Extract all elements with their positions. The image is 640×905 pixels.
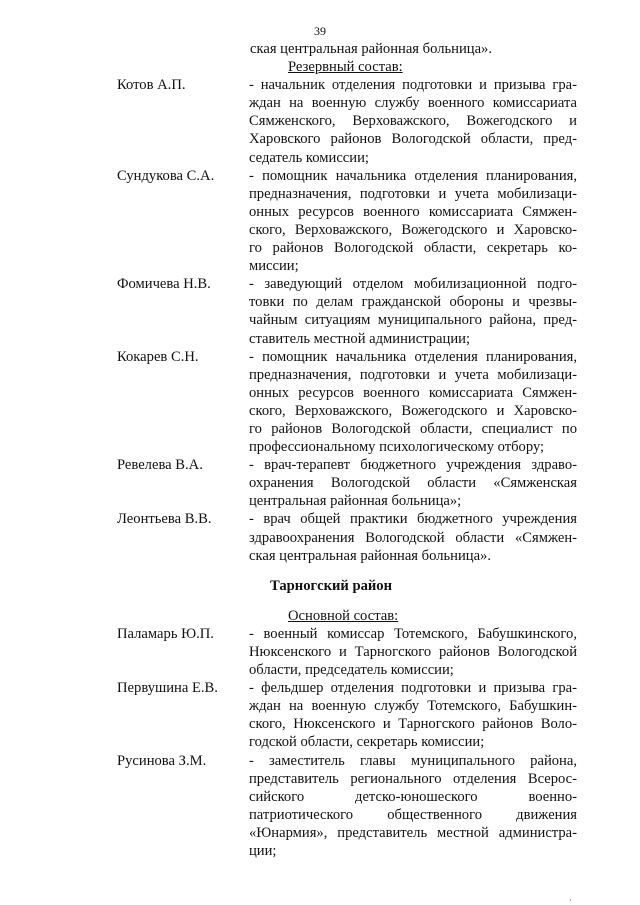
main-members-list xyxy=(0,625,640,860)
role-line: - заместитель главы муниципального района, xyxy=(249,752,577,769)
member-role xyxy=(249,679,577,751)
role-line: чайным ситуациям муниципального района, пред- xyxy=(249,312,577,329)
role-line: «Юнармия», представитель местной администра- xyxy=(249,824,577,841)
member-role xyxy=(249,167,577,276)
role-line: ская центральная районная больница». xyxy=(249,547,491,564)
member-name: Ревелева В.А. xyxy=(117,457,203,474)
member-name: Паламарь Ю.П. xyxy=(117,625,214,642)
corner-mark: · xyxy=(569,896,572,905)
member-role xyxy=(249,456,577,510)
member-entry xyxy=(0,510,640,564)
member-entry xyxy=(0,167,640,276)
member-entry xyxy=(0,752,640,861)
district-title: Тарногский район xyxy=(270,577,392,594)
role-line: седатель комиссии; xyxy=(249,149,369,166)
member-role xyxy=(249,752,577,861)
member-name: Котов А.П. xyxy=(117,77,186,94)
member-entry xyxy=(0,275,640,347)
role-line: товки по делам гражданской обороны и чрезвы- xyxy=(249,294,577,311)
role-line: здравоохранения Вологодской области «Сямжен- xyxy=(249,529,577,546)
role-line: профессиональному психологическому отбору; xyxy=(249,439,545,456)
role-line: - помощник начальника отделения планирования, xyxy=(249,348,577,365)
member-entry xyxy=(0,456,640,510)
role-line: - начальник отделения подготовки и призыва гра- xyxy=(249,77,577,94)
page-number: 39 xyxy=(314,24,326,38)
role-line: ского, Верховажского, Вожегодского и Харовско- xyxy=(249,402,577,419)
member-role xyxy=(249,510,577,564)
role-line: Харовского районов Вологодской области, пред- xyxy=(249,131,577,148)
role-line: миссии; xyxy=(249,258,299,275)
role-line: - заведующий отделом мобилизационной подго- xyxy=(249,276,577,293)
role-line: патриотического общественного движения xyxy=(249,806,577,823)
member-entry xyxy=(0,348,640,457)
member-name: Сундукова С.А. xyxy=(117,167,215,184)
role-line: ставитель местной администрации; xyxy=(249,330,471,347)
role-line: ждан на военную службу военного комиссариата xyxy=(249,95,577,112)
role-line: го районов Вологодской области, специалист по xyxy=(249,420,577,437)
role-line: Сямженского, Верховажского, Вожегодского и xyxy=(249,113,577,130)
member-name: Русинова З.М. xyxy=(117,752,207,769)
role-line: онных ресурсов военного комиссариата Сямжен- xyxy=(249,384,577,401)
member-role xyxy=(249,348,577,457)
role-line: годской области, секретарь комиссии; xyxy=(249,734,485,751)
member-role xyxy=(249,76,577,166)
role-line: предназначения, подготовки и учета мобилизаци- xyxy=(249,366,577,383)
continuation-text: ская центральная районная больница». xyxy=(250,41,492,57)
role-line: сийского детско-юношеского военно- xyxy=(249,788,577,805)
role-line: области, председатель комиссии; xyxy=(249,662,454,679)
role-line: - помощник начальника отделения планирования, xyxy=(249,167,577,184)
role-line: ции; xyxy=(249,843,277,860)
role-line: представитель регионального отделения Всерос- xyxy=(249,770,577,787)
member-role xyxy=(249,275,577,347)
document-body xyxy=(0,40,640,860)
member-name: Первушина Е.В. xyxy=(117,680,218,697)
role-line: - военный комиссар Тотемского, Бабушкинского, xyxy=(249,625,577,642)
role-line: Нюксенского и Тарногского районов Вологодской xyxy=(249,644,577,660)
member-entry xyxy=(0,679,640,751)
member-entry xyxy=(0,625,640,679)
role-line: ского, Нюксенского и Тарногского районов Воло- xyxy=(249,716,577,733)
member-role xyxy=(249,625,577,679)
role-line: предназначения, подготовки и учета мобилизаци- xyxy=(249,185,577,202)
role-line: ждан на военную службу Тотемского, Бабушкин- xyxy=(249,698,577,715)
role-line: - врач общей практики бюджетного учреждения xyxy=(249,511,577,528)
role-line: онных ресурсов военного комиссариата Сямжен- xyxy=(249,203,577,220)
role-line: - врач-терапевт бюджетного учреждения здраво- xyxy=(249,457,577,474)
role-line: - фельдшер отделения подготовки и призыва гра- xyxy=(249,680,577,697)
main-heading: Основной состав: xyxy=(288,607,399,624)
role-line: охранения Вологодской области «Сямженская xyxy=(249,475,577,492)
role-line: го районов Вологодской области, секретарь ко- xyxy=(249,240,577,257)
member-name: Кокарев С.Н. xyxy=(117,348,199,365)
member-entry xyxy=(0,76,640,166)
member-name: Леонтьева В.В. xyxy=(117,511,212,528)
member-name: Фомичева Н.В. xyxy=(117,276,211,293)
role-line: центральная районная больница»; xyxy=(249,493,462,510)
reserve-members-list xyxy=(0,76,640,565)
reserve-heading: Резервный состав: xyxy=(288,59,403,76)
role-line: ского, Верховажского, Вожегодского и Харовско- xyxy=(249,221,577,238)
